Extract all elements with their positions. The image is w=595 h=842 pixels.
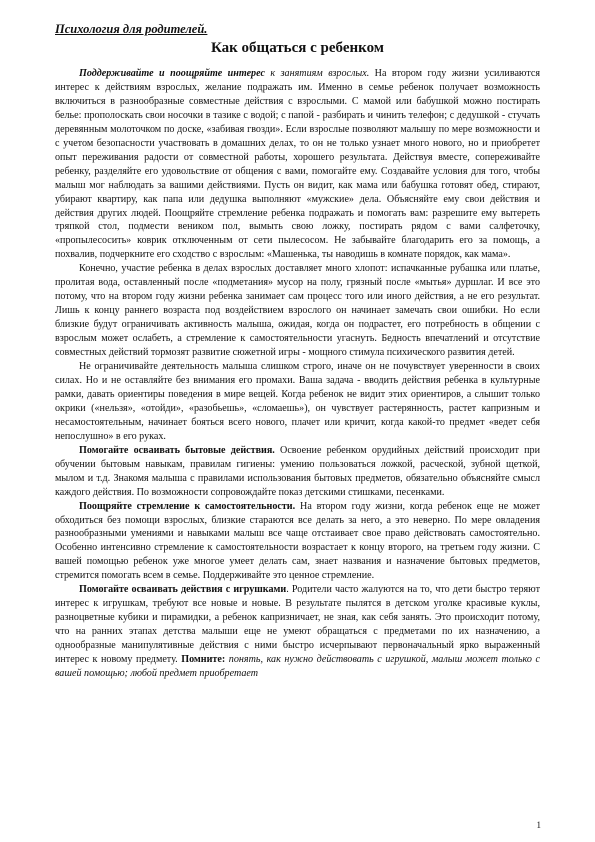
paragraph-4-lead: Помогайте осваивать бытовые действия. xyxy=(79,444,275,456)
paragraph-4-text: Освоение ребенком орудийных действий происходит при обучении бытовым навыкам, правилам гигиены: умению пользоваться ложкой, расческой, зубной щеткой, мылом и т.д. Знакомя малыша с правилами использования бытовых предметов, обязательно объясняйте смысл каждого действия. По возможности сопровождайте показ детскими стишками, песенками. xyxy=(55,444,540,498)
paragraph-4 xyxy=(55,444,540,500)
document-header: Психология для родителей. xyxy=(55,22,208,36)
paragraph-2 xyxy=(55,262,540,360)
paragraph-6-text: . Родители часто жалуются на то, что дети быстро теряют интерес к игрушкам, требуют все новые и новые. В результате пылятся в детском уголке красивые куклы, разноцветные кубики и пирамидки, а ребенок капризничает, не зная, как себя занять. Это происходит потому, что на ранних этапах детства малыши еще не умеют обращаться с предметами по их назначению, а однообразные манипулятивные действия с ними быстро исчерпывают первоначальный ярко выраженный интерес к новому предмету. xyxy=(55,584,540,666)
paragraph-6 xyxy=(55,583,540,681)
paragraph-5-text: На втором году жизни, когда ребенок еще не может обходиться без помощи взрослых, близкие стараются все делать за него, а это неверно. По мере овладения разнообразными умениями и навыками малыш все чаще отстаивает свое право действовать самостоятельно. Особенно интенсивно стремление к самостоятельности возрастает к концу второго, на третьем году жизни. С вашей помощью ребенок уже многое умеет делать сам, знает названия и назначение бытовых предметов, стремится помогать всем в семье. Поддерживайте это ценное стремление. xyxy=(55,500,540,582)
paragraph-1-lead-tail: к занятиям взрослых. xyxy=(264,68,370,79)
paragraph-1 xyxy=(55,67,540,262)
paragraph-5 xyxy=(55,500,540,584)
paragraph-2-text: Конечно, участие ребенка в делах взрослых доставляет много хлопот: испачканные рубашка или платье, пролитая вода, оставленный после «подметания» мусор на полу, грязный после «мытья» дуршлаг. И все это потому, что на втором году жизни ребенка занимает сам процесс того или иного действия, а не его результат. Лишь к концу раннего возраста под воздействием взрослого он начинает замечать свои ошибки. Но если близкие будут ограничивать активность малыша, ожидая, когда он подрастет, его потребность в общении с взрослым может ослабеть, а стремление к самостоятельности угаснуть. Бедность впечатлений и отсутствие совместных действий тормозят развитие сюжетной игры - мощного стимула психического развития детей. xyxy=(55,263,540,359)
paragraph-1-text: На втором году жизни усиливаются интерес к действиям взрослых, желание подражать им. Именно в семье ребенок получает возможность включиться в разнообразные совместные действия с взрослыми. С мамой или бабушкой можно постирать белье: прополоскать свои носочки в тазике с водой; с папой - разбирать и чинить телефон; с дедушкой - стучать деревянным молоточком по доске, «забивая гвозди». Если взрослые позволяют малышу по мере возможности и с учетом безопасности участвовать в домашних делах, то он не только узнает много нового, но и приобретет опыт переживания радости от совместной работы, хорошего результата. Действуя вместе, сопереживайте ребенку, разделяйте его удовольствие от общения с вами, помогайте ему. Создавайте условия для того, чтобы малыш мог наблюдать за вашими действиями. Пусть он видит, как мама или бабушка готовят обед, стирают, убирают квартиру, как папа или дедушка выполняют «мужские» дела. Объясняйте ему свои действия и действия других людей. Поощряйте стремление ребенка подражать и помогать вам: разрешите ему вытереть тряпкой стол, подмести веником пол, вымыть свою ложку, постирать рядом с вами салфеточку, «пропылесосить» коврик отключенным от сети пылесосом. Не забывайте благодарить его за помощь, а похвалив, подчеркните его сходство с взрослым: «Машенька, ты наводишь в комнате порядок, как мама». xyxy=(55,68,540,261)
document-title: Как общаться с ребенком xyxy=(210,40,385,56)
paragraph-3 xyxy=(55,360,540,444)
paragraph-6-lead: Помогайте осваивать действия с игрушками xyxy=(79,584,287,596)
paragraph-3-text: Не ограничивайте деятельность малыша слишком строго, иначе он не почувствует уверенности в своих силах. Но и не оставляйте без внимания его промахи. Ваша задача - вводить действия ребенка в культурные рамки, давать ориентиры поведения в мире вещей. Когда ребенок не видит этих ориентиров, а слышит только окрики («нельзя», «отойди», «разобьешь», «сломаешь»), он чувствует растерянность, растет капризным и несамостоятельным, начинает бояться всего нового, плачет или кричит, когда какой-то предмет «ведет себя непослушно» в его руках. xyxy=(55,361,540,442)
paragraph-6-italic-tail: понять, как нужно действовать с игрушкой, малыш может только с вашей помощью; любой предмет приобретает xyxy=(55,654,540,679)
paragraph-1-lead: Поддерживайте и поощряйте интерес xyxy=(79,68,265,79)
paragraph-6-remember: Помните: xyxy=(181,654,226,666)
document-body xyxy=(55,67,540,681)
paragraph-5-lead: Поощряйте стремление к самостоятельности. xyxy=(79,500,296,512)
page-number: 1 xyxy=(536,820,541,830)
